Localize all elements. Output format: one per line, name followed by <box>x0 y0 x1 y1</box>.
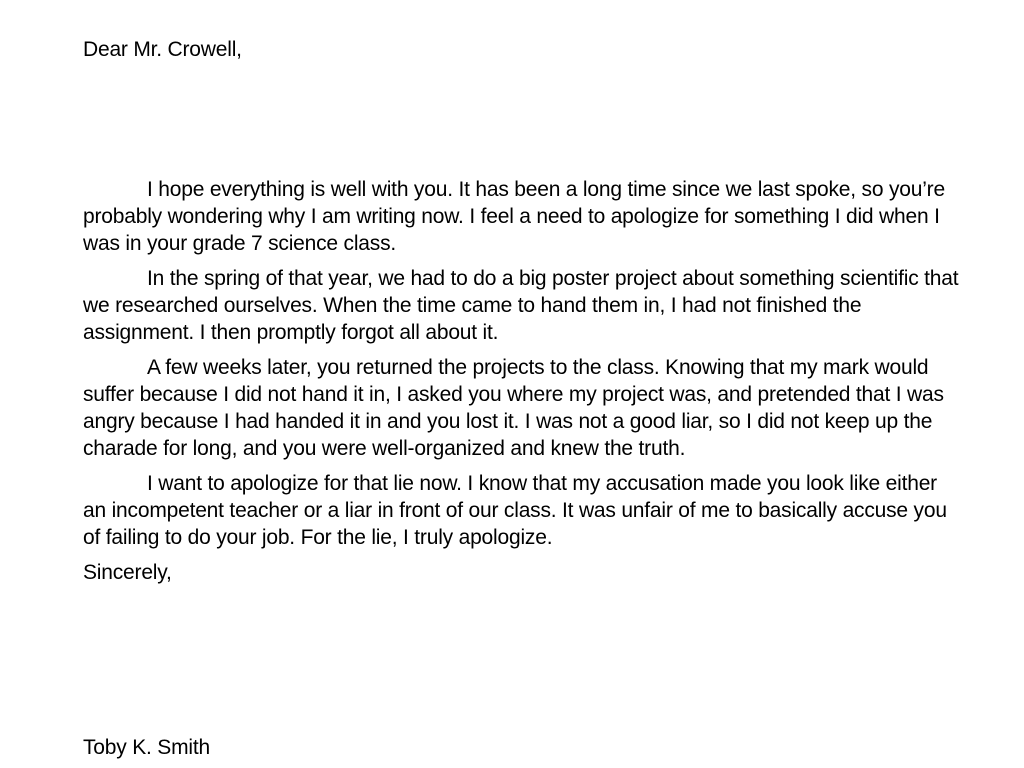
spacer <box>83 63 963 176</box>
closing: Sincerely, <box>83 561 172 584</box>
signature: Toby K. Smith <box>83 736 210 759</box>
paragraph-4: I want to apologize for that lie now. I know that my accusation made you look like either an incompetent teacher or a liar in front of our class. It was unfair of me to basically accuse you of failing to do your job. For the lie, I truly apologize. <box>83 472 947 549</box>
paragraph-2: In the spring of that year, we had to do a big poster project about something scientific that we researched ourselves. When the time came to hand them in, I had not finished the assignment. I then promptly forgot all about it. <box>83 267 959 344</box>
letter-body <box>83 36 963 586</box>
paragraph-3: A few weeks later, you returned the projects to the class. Knowing that my mark would suffer because I did not hand it in, I asked you where my project was, and pretended that I was angry because I had handed it in and you lost it. I was not a good liar, so I did not keep up the charade for long, and you were well-organized and knew the truth. <box>83 356 944 460</box>
salutation: Dear Mr. Crowell, <box>83 38 242 61</box>
paragraph-1: I hope everything is well with you. It has been a long time since we last spoke, so you’re probably wondering why I am writing now. I feel a need to apologize for something I did when I was in your grade 7 science class. <box>83 178 945 255</box>
